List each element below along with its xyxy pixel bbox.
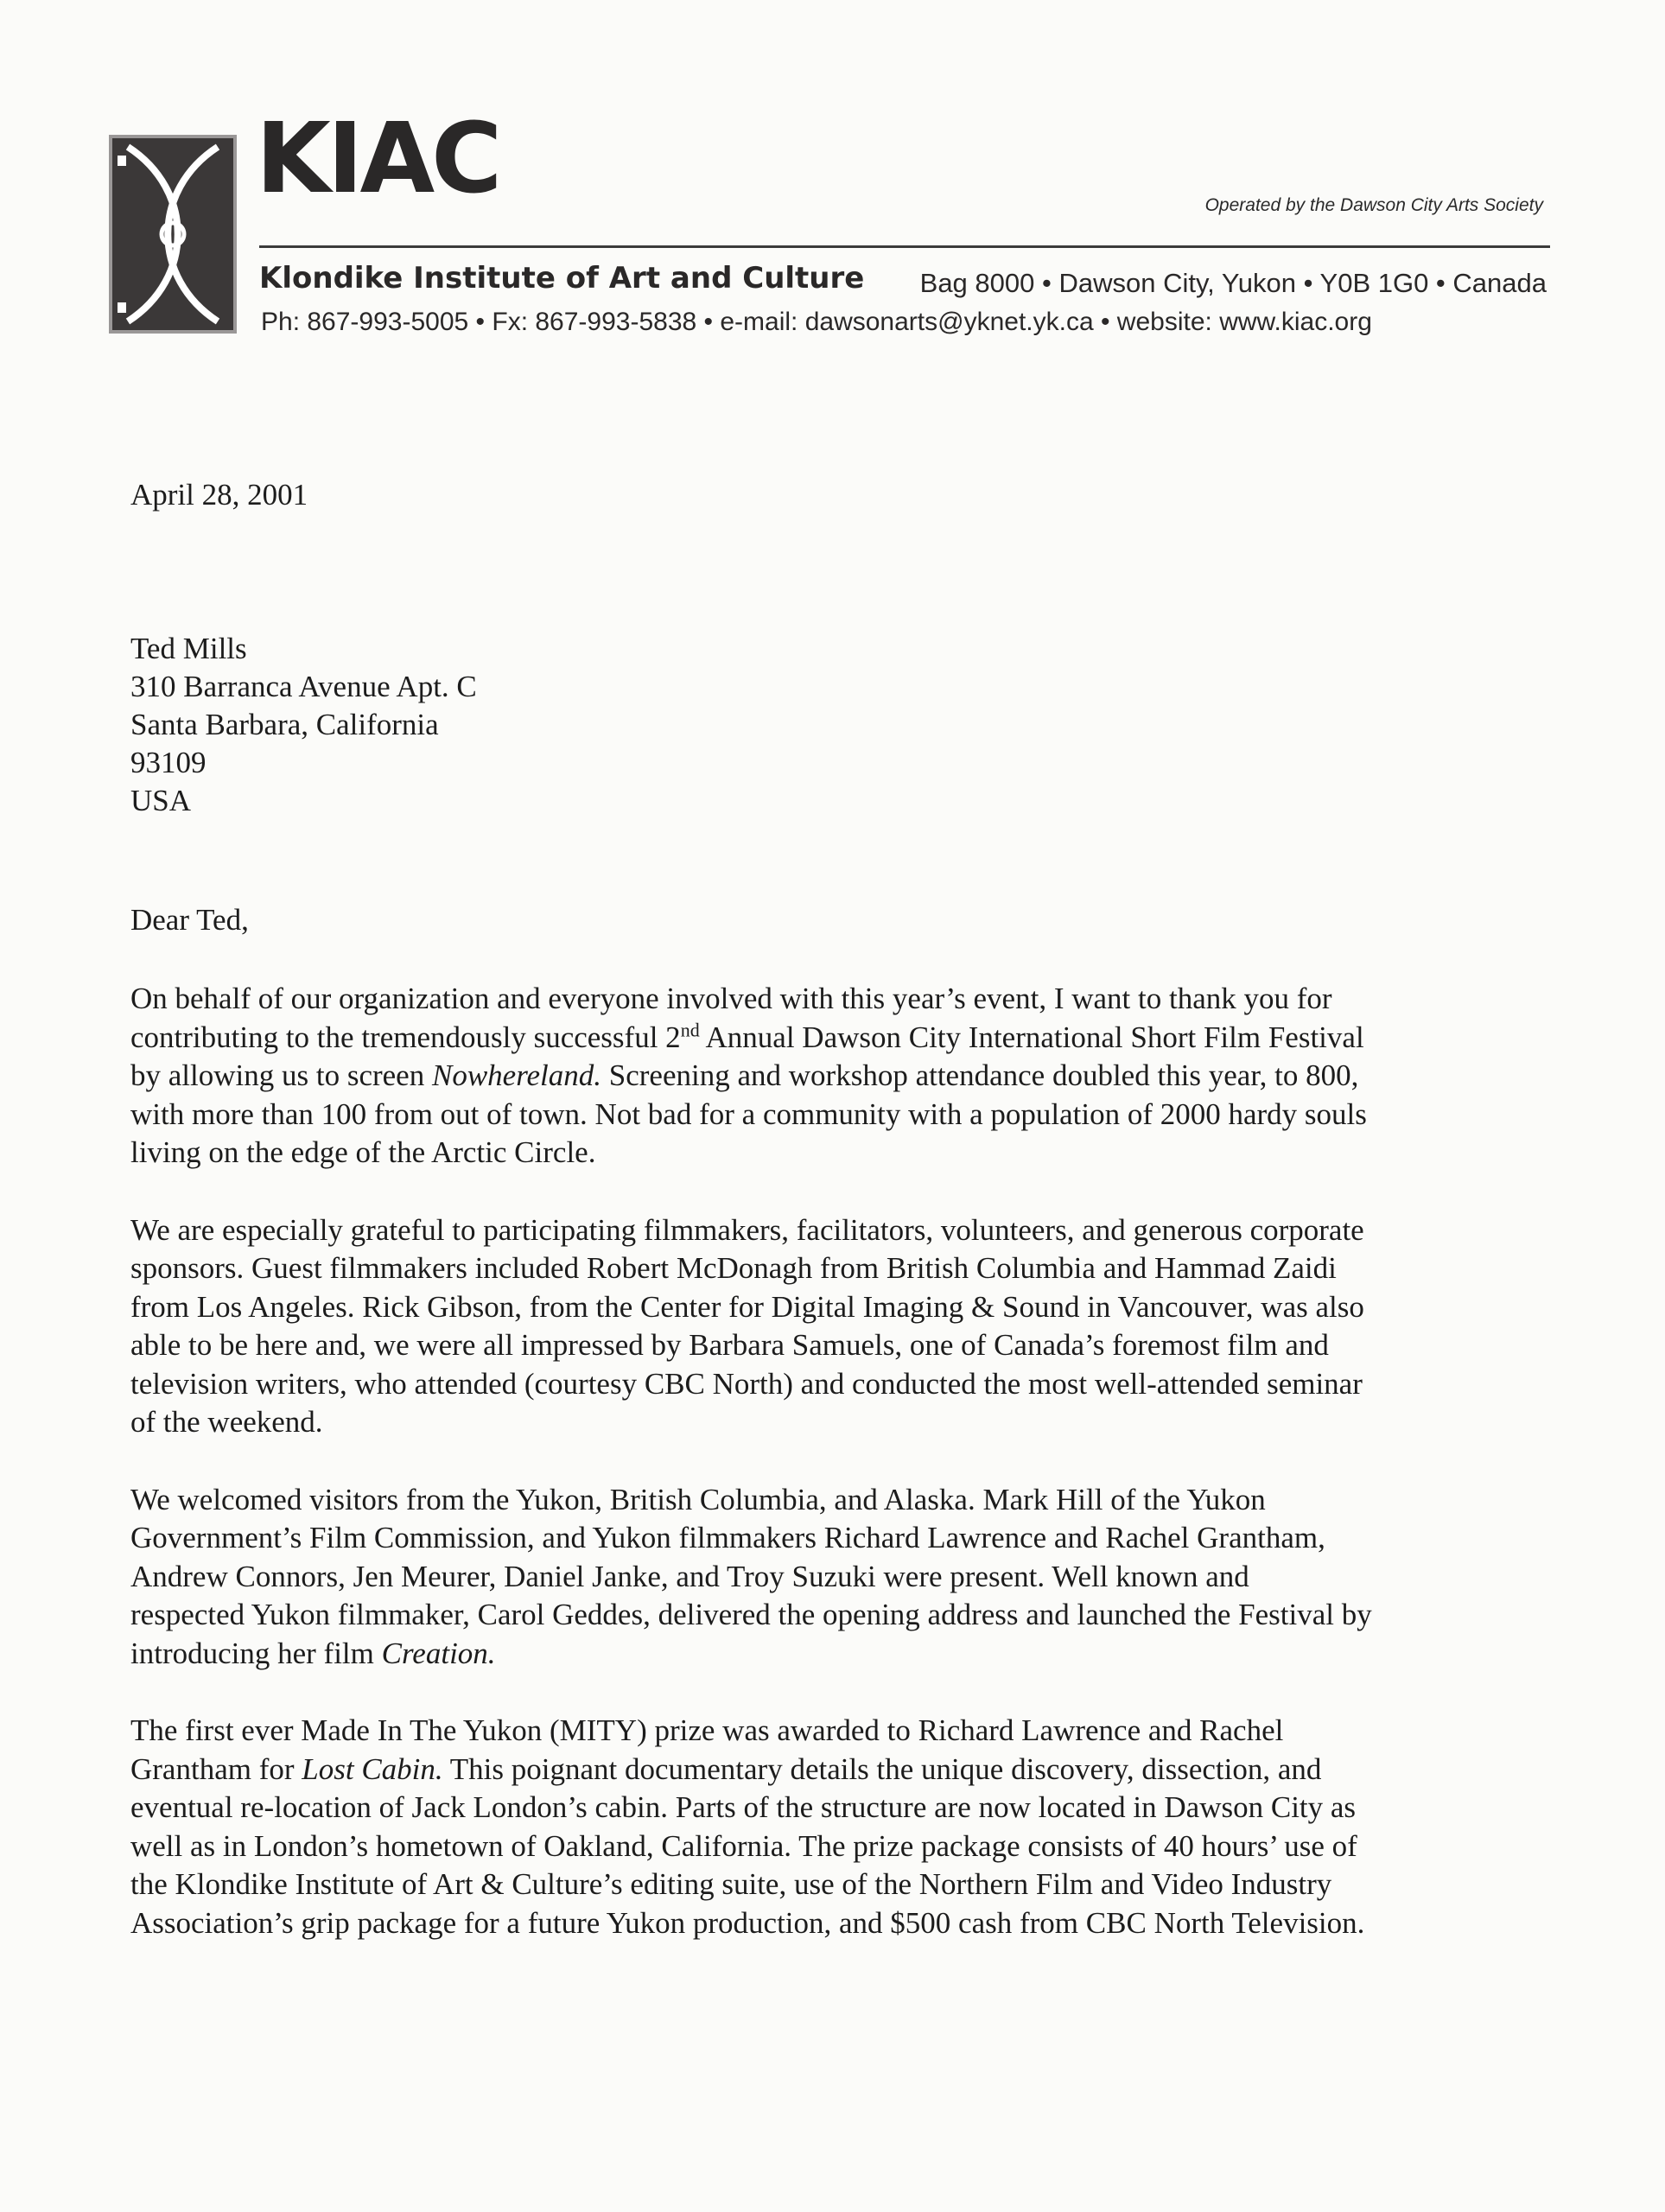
letterhead-divider: [259, 245, 1550, 248]
text-span: Screening and workshop attendance doubled this year, to 800,: [601, 1058, 1359, 1092]
institute-contacts: Ph: 867-993-5005 • Fx: 867-993-5838 • e-mail: dawsonarts@yknet.yk.ca • website: www.kiac.org: [261, 308, 1372, 336]
text-span: Grantham for: [130, 1751, 302, 1786]
paragraph-1: [130, 980, 1530, 1173]
text-line: well as in London’s hometown of Oakland, California. The prize package consists of 40 hours’ use of: [130, 1828, 1357, 1863]
text-line: We are especially grateful to participating filmmakers, facilitators, volunteers, and generous corporate: [130, 1212, 1364, 1247]
film-title: Lost Cabin.: [302, 1751, 443, 1786]
text-line: from Los Angeles. Rick Gibson, from the Center for Digital Imaging & Sound in Vancouver, was also: [130, 1289, 1364, 1324]
text-span: This poignant documentary details the unique discovery, dissection, and: [442, 1751, 1322, 1786]
letterhead: [0, 0, 1665, 346]
text-span: Annual Dawson City International Short Film Festival: [699, 1020, 1364, 1054]
text-line: television writers, who attended (courtesy CBC North) and conducted the most well-attended seminar: [130, 1366, 1363, 1401]
text-line: sponsors. Guest filmmakers included Robert McDonagh from British Columbia and Hammad Zaidi: [130, 1251, 1337, 1285]
text-line: [130, 1057, 1530, 1096]
institute-name: Klondike Institute of Art and Culture: [259, 261, 865, 296]
recipient-address: [130, 630, 477, 820]
text-line: Association’s grip package for a future Yukon production, and $500 cash from CBC North Television.: [130, 1905, 1365, 1940]
text-line: [130, 1019, 1530, 1058]
film-title: Nowhereland.: [431, 1058, 602, 1092]
text-line: the Klondike Institute of Art & Culture’s editing suite, use of the Northern Film and Video Industry: [130, 1867, 1332, 1901]
text-line: Government’s Film Commission, and Yukon filmmakers Richard Lawrence and Rachel Grantham,: [130, 1521, 1325, 1554]
paragraph-3: [130, 1481, 1530, 1674]
institute-address: Bag 8000 • Dawson City, Yukon • Y0B 1G0 • Canada: [919, 268, 1547, 298]
text-line: Andrew Connors, Jen Meurer, Daniel Janke, and Troy Suzuki were present. Well known and: [130, 1559, 1249, 1593]
text-line: [130, 1751, 1530, 1789]
recipient-country: USA: [130, 784, 192, 817]
text-line: with more than 100 from out of town. Not bad for a community with a population of 2000 hardy souls: [130, 1096, 1367, 1131]
text-line: living on the edge of the Arctic Circle.: [130, 1135, 596, 1169]
kiac-emblem-icon: [109, 135, 237, 334]
operated-by-text: Operated by the Dawson City Arts Society: [1204, 195, 1543, 215]
text-line: able to be here and, we were all impressed by Barbara Samuels, one of Canada’s foremost film and: [130, 1328, 1329, 1362]
paragraph-4: [130, 1712, 1530, 1942]
text-span: introducing her film: [130, 1636, 382, 1670]
text-span: contributing to the tremendously successful 2: [130, 1020, 681, 1054]
film-title: Creation.: [381, 1636, 496, 1670]
paragraph-2: [130, 1211, 1530, 1442]
text-line: On behalf of our organization and everyone involved with this year’s event, I want to thank you for: [130, 982, 1332, 1015]
text-line: of the weekend.: [130, 1405, 323, 1439]
text-line: We welcomed visitors from the Yukon, British Columbia, and Alaska. Mark Hill of the Yukon: [130, 1482, 1266, 1516]
recipient-city: Santa Barbara, California: [130, 708, 439, 741]
kiac-wordmark: KIAC: [256, 103, 499, 215]
text-line: [130, 1635, 1530, 1674]
recipient-street: 310 Barranca Avenue Apt. C: [130, 670, 477, 703]
text-line: respected Yukon filmmaker, Carol Geddes, delivered the opening address and launched the Festival by: [130, 1598, 1372, 1631]
recipient-name: Ted Mills: [130, 632, 247, 665]
text-line: The first ever Made In The Yukon (MITY) prize was awarded to Richard Lawrence and Rachel: [130, 1713, 1284, 1747]
salutation: Dear Ted,: [130, 903, 249, 937]
text-line: eventual re-location of Jack London’s cabin. Parts of the structure are now located in Dawson City as: [130, 1790, 1357, 1824]
recipient-zip: 93109: [130, 746, 207, 779]
letter-date: April 28, 2001: [130, 478, 308, 512]
letter-body: [130, 980, 1530, 1981]
superscript: nd: [680, 1018, 700, 1040]
text-span: by allowing us to screen: [130, 1058, 432, 1092]
